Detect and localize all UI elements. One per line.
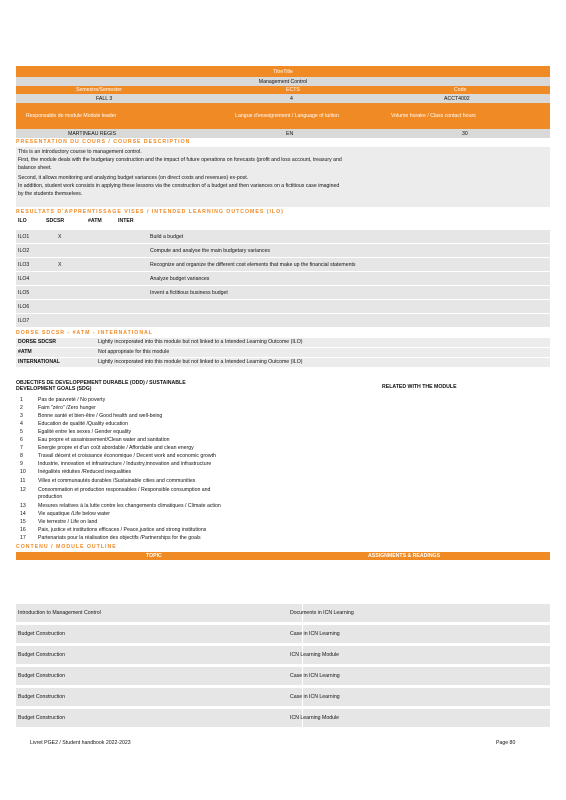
dorse-heading: DORSE SDCSR - #ATM - INTERNATIONAL [16, 330, 153, 336]
outline-assign: Case in ICN Learning [290, 631, 340, 637]
sdg-heading [16, 380, 186, 392]
ilo-id: ILO5 [18, 289, 30, 296]
col-volume: Volume horaire / Class contact hours [391, 113, 476, 119]
footer-page: Page 80 [496, 740, 516, 746]
dorse-label: INTERNATIONAL [18, 359, 60, 365]
sdg-number: 9 [20, 461, 23, 467]
col-code: Code [454, 87, 467, 93]
sdg-heading-line: DEVELOPMENT GOALS (SDG) [16, 386, 92, 392]
ilo-row [16, 314, 550, 328]
ilo-sdcsr: X [58, 261, 62, 268]
sdg-number: 12 [20, 487, 26, 493]
ilo-id: ILO3 [18, 261, 30, 268]
sdg-number: 8 [20, 453, 23, 459]
sdg-text: Partenariats pour la réalisation des objectifs /Partnerships for the goals [38, 535, 201, 541]
outline-topic: Budget Construction [18, 694, 66, 700]
outline-row [16, 604, 550, 623]
col-language: Langue d'enseignement / Language of tuition [235, 113, 339, 119]
sdg-number: 5 [20, 429, 23, 435]
ilo-sdcsr: X [58, 233, 62, 240]
ilo-col-inter: INTER [118, 218, 134, 224]
presentation-heading: PRESENTATION DU COURS / COURSE DESCRIPTION [16, 139, 191, 145]
footer-left: Livret PGE2 / Student handbook 2022-2023 [30, 740, 131, 746]
language-value: EN [286, 130, 294, 137]
dorse-text: Lightly incorporated into this module but not linked to a Intended Learning Outcome (ILO) [98, 339, 303, 345]
ilo-text: Recognize and organize the different cost elements that make up the financial statements [150, 261, 356, 268]
sdg-number: 10 [20, 469, 26, 475]
outline-col-topic: TOPIC [146, 553, 162, 559]
presentation-line: In addition, student work consists in applying these lessons via the construction of a budget and then variances on a fictitious case imagined [18, 183, 340, 189]
semester-value: FALL 3 [96, 95, 113, 102]
outline-assign: Documents in ICN Learning [290, 610, 354, 616]
ects-value: 4 [290, 95, 293, 102]
presentation-line: This is an introductory course to management control. [18, 149, 142, 155]
ilo-col-ilo: ILO [18, 218, 27, 224]
ilo-text: Compute and analyse the main budgetary variances [150, 247, 270, 254]
sdg-number: 7 [20, 445, 23, 451]
col-ects: ECTS [286, 87, 300, 93]
outline-row [16, 709, 550, 728]
outline-row [16, 646, 550, 665]
ilo-header-row [16, 218, 550, 228]
dorse-label: DORSE SDCSR [18, 339, 57, 345]
presentation-line: First, the module deals with the budgetary construction and the impact of future operations on forecasts (profit and loss account, treasury and [18, 157, 342, 163]
sdg-text: Faim "zéro" /Zero hunger [38, 405, 96, 411]
sdg-text: Travail décent et croissance économique / Decent work and economic growth [38, 453, 217, 459]
ilo-row [16, 272, 550, 286]
outline-row [16, 667, 550, 686]
outline-row [16, 688, 550, 707]
ilo-id: ILO2 [18, 247, 30, 254]
responsible-value: MARTINEAU REGIS [68, 130, 117, 137]
sdg-text: Inégalités réduites /Reduced inequalities [38, 469, 132, 475]
sdg-number: 3 [20, 413, 23, 419]
sdg-number: 17 [20, 535, 26, 541]
ilo-row [16, 300, 550, 314]
header-values-2 [16, 129, 550, 138]
sdg-text: Energie propre et d'un coût abordable / Affordable and clean energy [38, 445, 194, 451]
dorse-row [16, 348, 550, 357]
dorse-text: Not appropriate for this module [98, 349, 170, 355]
sdg-text: Consommation et production responsables / Responsible consumption and [38, 487, 211, 493]
sdg-number: 15 [20, 519, 26, 525]
title-label: TitreTitle [273, 68, 293, 75]
sdg-number: 2 [20, 405, 23, 411]
sdg-text: Education de qualité /Quality education [38, 421, 128, 427]
outline-assign: ICN Learning Module [290, 652, 340, 658]
sdg-text: Villes et communautés durables /Sustainable cities and communities [38, 478, 196, 484]
sdg-text: Eau propre et assainissement/Clean water and sanitation [38, 437, 170, 443]
header-cols-2 [16, 103, 550, 129]
ilo-row [16, 230, 550, 244]
sdg-text: Vie terrestre / Life on land [38, 519, 98, 525]
ilo-row [16, 286, 550, 300]
dorse-row [16, 358, 550, 367]
outline-col-assign: ASSIGNMENTS & READINGS [368, 553, 441, 559]
outline-assign: Case in ICN Learning [290, 694, 340, 700]
ilo-col-sdcsr: SDCSR [46, 218, 65, 224]
col-responsible: Responsable de module Module leader [26, 113, 117, 119]
ilo-heading: RESULTATS D'APPRENTISSAGE VISES / INTENDED LEARNING OUTCOMES (ILO) [16, 209, 284, 215]
ilo-text: Build a budget [150, 233, 184, 240]
outline-topic: Budget Construction [18, 631, 66, 637]
hours-value: 30 [462, 130, 468, 137]
module-name-bar [16, 77, 550, 86]
ilo-row [16, 244, 550, 258]
sdg-text: Pas de pauvreté / No poverty [38, 397, 106, 403]
presentation-line: balance sheet. [18, 165, 52, 171]
sdg-heading-line: OBJECTIFS DE DEVELOPPEMENT DURABLE (ODD) / SUSTAINABLE [16, 380, 186, 386]
presentation-line: by the students themselves. [18, 191, 83, 197]
sdg-number: 13 [20, 503, 26, 509]
sdg-text: Paix, justice et institutions efficaces / Peace,justice and strong institutions [38, 527, 207, 533]
sdg-text: Mesures relatives à la lutte contre les changements climatiques / Climate action [38, 503, 221, 509]
header-values-1 [16, 94, 550, 103]
dorse-row [16, 338, 550, 347]
ilo-id: ILO6 [18, 303, 30, 310]
presentation-line: Second, it allows monitoring and analyzing budget variances (on direct costs and revenues) ex-post. [18, 175, 249, 181]
outline-assign: Case in ICN Learning [290, 673, 340, 679]
dorse-text: Lightly incorporated into this module but not linked to a Intended Learning Outcome (ILO) [98, 359, 303, 365]
dorse-label: #ATM [18, 349, 32, 355]
outline-topic: Budget Construction [18, 715, 66, 721]
ilo-text: Analyze budget variances [150, 275, 210, 282]
ilo-row [16, 258, 550, 272]
sdg-text: Bonne santé et bien-être / Good health and well-being [38, 413, 163, 419]
ilo-id: ILO1 [18, 233, 30, 240]
outline-topic: Introduction to Management Control [18, 610, 101, 616]
sdg-number: 6 [20, 437, 23, 443]
outline-row [16, 625, 550, 644]
outline-topic: Budget Construction [18, 673, 66, 679]
outline-assign: ICN Learning Module [290, 715, 340, 721]
ilo-id: ILO4 [18, 275, 30, 282]
presentation-body [16, 147, 550, 207]
sdg-text: Industrie, innovation et infrastructure / Industry,innovation and infrastructure [38, 461, 212, 467]
module-name: Management Control [258, 78, 308, 85]
outline-heading: CONTENU / MODULE OUTLINE [16, 544, 117, 550]
sdg-number: 4 [20, 421, 23, 427]
outline-topic: Budget Construction [18, 652, 66, 658]
ilo-id: ILO7 [18, 317, 30, 324]
outline-header-row [16, 552, 550, 560]
sdg-number: 16 [20, 527, 26, 533]
sdg-related: RELATED WITH THE MODULE [382, 384, 457, 390]
sdg-number: 1 [20, 397, 23, 403]
header-cols-1 [16, 86, 550, 94]
sdg-text: Vie aquatique /Life below water [38, 511, 111, 517]
ilo-col-atm: #ATM [88, 218, 102, 224]
sdg-text: production [38, 494, 63, 500]
sdg-number: 11 [20, 478, 26, 484]
sdg-text: Egalité entre les sexes / Gender equality [38, 429, 132, 435]
sdg-number: 14 [20, 511, 26, 517]
ilo-text: Invent a fictitious business budget [150, 289, 228, 296]
col-semester: Semestre/Semester [76, 87, 122, 93]
title-bar [16, 66, 550, 77]
code-value: ACCT4002 [444, 95, 470, 102]
